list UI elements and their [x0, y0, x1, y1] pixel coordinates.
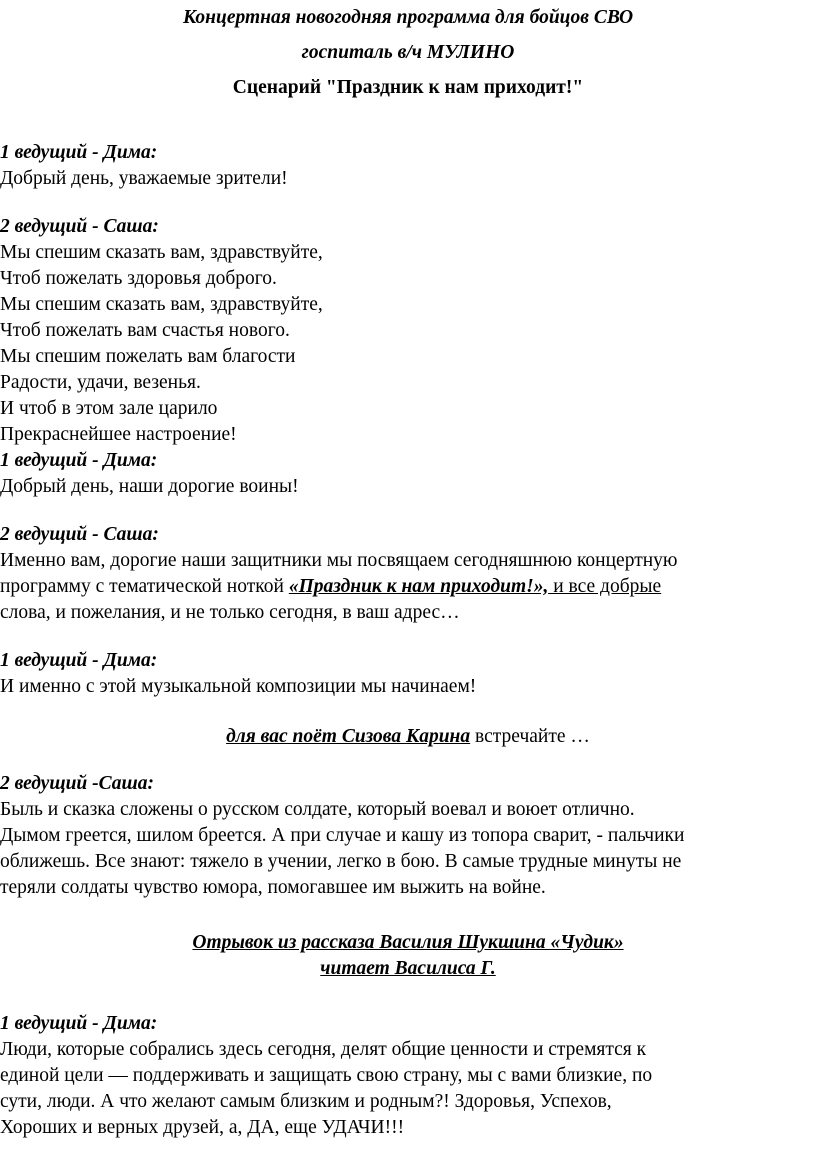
speech-line: Мы спешим пожелать вам благости	[0, 346, 296, 367]
excerpt-title: Отрывок из рассказа Василия Шукшина «Чудик»	[192, 932, 624, 953]
speaker-label: 1 ведущий - Дима:	[0, 450, 158, 471]
speaker-label: 1 ведущий - Дима:	[0, 650, 158, 671]
speech-line	[0, 574, 816, 600]
speech-line: сути, люди. А что желают самым близким и родным?! Здоровья, Успехов,	[0, 1091, 612, 1112]
document-title: Концертная новогодняя программа для бойцов СВО	[182, 7, 634, 28]
speech-text: программу с тематической ноткой	[0, 576, 289, 597]
speech-line: И именно с этой музыкальной композиции мы начинаем!	[0, 676, 477, 697]
speech-line: Мы спешим сказать вам, здравствуйте,	[0, 242, 323, 263]
performer-name: для вас поёт Сизова Карина	[226, 726, 471, 747]
speech-line: Радости, удачи, везенья.	[0, 372, 201, 393]
scenario-title: Сценарий "Праздник к нам приходит!"	[232, 77, 584, 98]
speech-line: Именно вам, дорогие наши защитники мы посвящаем сегодняшнюю концертную	[0, 550, 678, 571]
document-subtitle: госпиталь в/ч МУЛИНО	[301, 42, 515, 63]
speech-line: Мы спешим сказать вам, здравствуйте,	[0, 294, 323, 315]
speech-line: слова, и пожелания, и не только сегодня, в ваш адрес…	[0, 602, 460, 623]
speech-line: оближешь. Все знают: тяжело в учении, легко в бою. В самые трудные минуты не	[0, 851, 682, 872]
speech-line: Люди, которые собрались здесь сегодня, делят общие ценности и стремятся к	[0, 1039, 647, 1060]
speaker-label: 2 ведущий - Саша:	[0, 524, 159, 545]
speaker-label: 2 ведущий -Саша:	[0, 773, 155, 794]
speaker-label: 1 ведущий - Дима:	[0, 1013, 158, 1034]
speech-line: И чтоб в этом зале царило	[0, 398, 218, 419]
speech-line: Чтоб пожелать вам счастья нового.	[0, 320, 290, 341]
speech-line: Быль и сказка сложены о русском солдате, который воевал и воюет отлично.	[0, 799, 635, 820]
speech-line: Прекраснейшее настроение!	[0, 424, 237, 445]
speech-line: Хороших и верных друзей, а, ДА, еще УДАЧИ!!!	[0, 1117, 405, 1138]
program-title: «Праздник к нам приходит!»,	[288, 576, 549, 597]
performer-announcement	[0, 724, 816, 750]
speech-line: Добрый день, наши дорогие воины!	[0, 476, 299, 497]
speaker-label: 1 ведущий - Дима:	[0, 142, 158, 163]
speech-line: Дымом греется, шилом бреется. А при случае и кашу из топора сварит, - пальчики	[0, 825, 685, 846]
speech-text: и все добрые	[548, 576, 662, 597]
speech-line: теряли солдаты чувство юмора, помогавшее им выжить на войне.	[0, 877, 546, 898]
excerpt-reader: читает Василиса Г.	[320, 958, 496, 979]
speech-line: Чтоб пожелать здоровья доброго.	[0, 268, 277, 289]
speech-line: единой цели — поддерживать и защищать свою страну, мы с вами близкие, по	[0, 1065, 653, 1086]
speech-line: Добрый день, уважаемые зрители!	[0, 168, 288, 189]
speaker-label: 2 ведущий - Саша:	[0, 216, 159, 237]
performer-text: встречайте …	[470, 726, 590, 747]
